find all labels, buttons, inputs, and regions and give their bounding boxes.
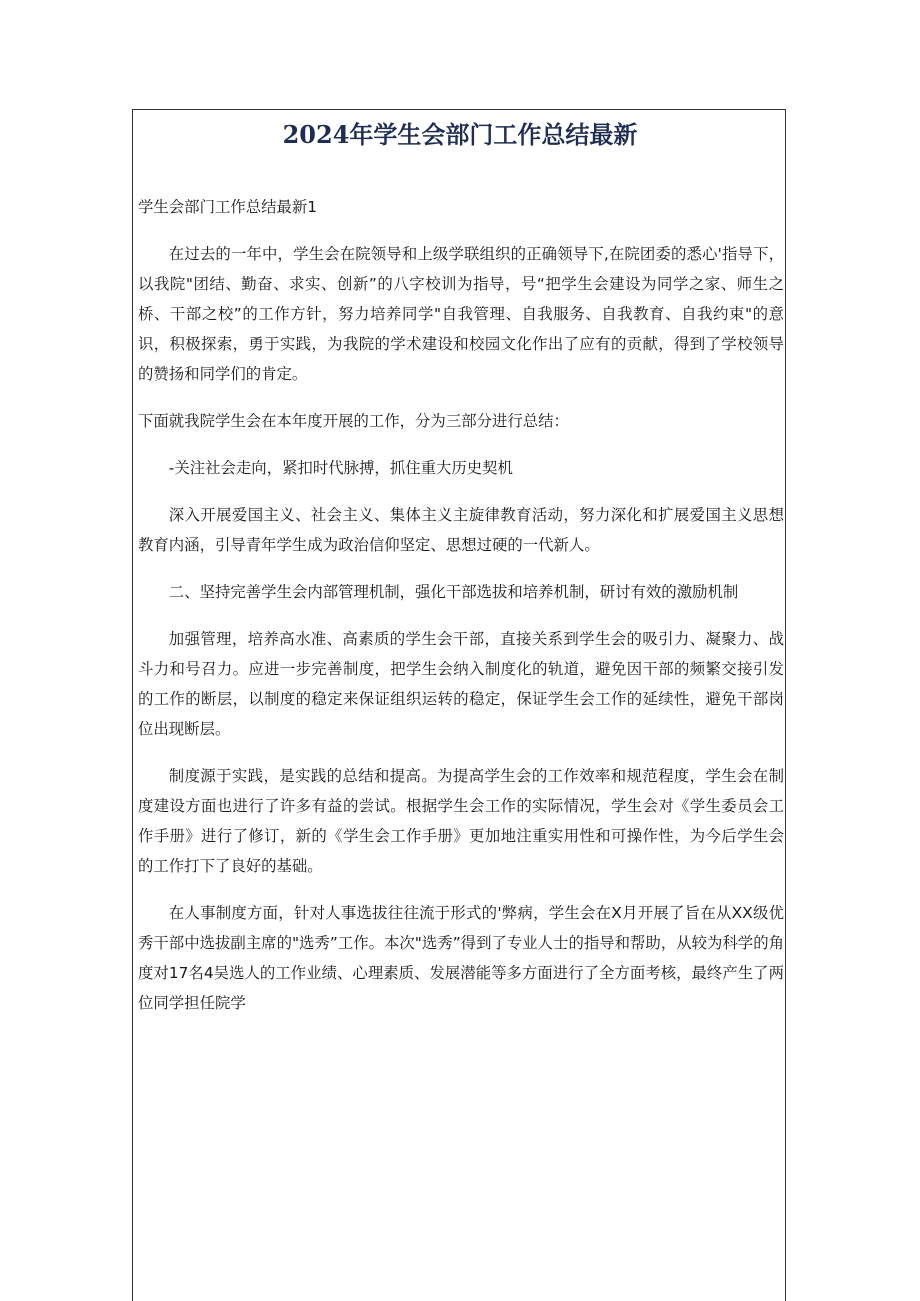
paragraph: 在过去的一年中，学生会在院领导和上级学联组织的正确领导下,在院团委的悉心'指导下，以我院"团结、勤奋、求实、创新”的八字校训为指导，号“把学生会建设为同学之家、师生之桥、干部之校”的工作方针，努力培养同学"自我管理、自我服务、自我教育、自我约束"的意识，积极探索，勇于实践，为我院的学术建设和校园文化作出了应有的贡献，得到了学校领导的赞扬和同学们的肯定。 [138, 245, 784, 383]
paragraph: 加强管理，培养高水准、高素质的学生会干部，直接关系到学生会的吸引力、凝聚力、战斗力和号召力。应进一步完善制度，把学生会纳入制度化的轨道，避免因干部的频繁交接引发的工作的断层，以制度的稳定来保证组织运转的稳定，保证学生会工作的延续性，避免干部岗位出现断层。 [138, 630, 784, 738]
paragraph: 制度源于实践，是实践的总结和提高。为提高学生会的工作效率和规范程度，学生会在制度建设方面也进行了许多有益的尝试。根据学生会工作的实际情况，学生会对《学生委员会工作手册》进行了修订，新的《学生会工作手册》更加地注重实用性和可操作性，为今后学生会的工作打下了良好的基础。 [138, 767, 784, 875]
paragraph: 下面就我院学生会在本年度开展的工作，分为三部分进行总结： [138, 412, 569, 430]
document-title: 2024年学生会部门工作总结最新 [282, 120, 638, 149]
paragraph: -关注社会走向，紧扣时代脉搏，抓住重大历史契机 [168, 459, 513, 477]
paragraph: 二、坚持完善学生会内部管理机制，强化干部选拔和培养机制，研讨有效的激励机制 [168, 583, 739, 601]
paragraph: 在人事制度方面，针对人事选拔往往流于形式的'弊病，学生会在X月开展了旨在从XX级优秀干部中选拔副主席的"选秀”工作。本次"选秀”得到了专业人士的指导和帮助，从较为科学的角度对17名4吴选人的工作业绩、心理素质、发展潜能等多方面进行了全方面考核，最终产生了两位同学担任院学 [138, 904, 784, 1012]
paragraph: 学生会部门工作总结最新1 [138, 198, 318, 216]
paragraph: 深入开展爱国主义、社会主义、集体主义主旋律教育活动，努力深化和扩展爱国主义思想教育内涵，引导青年学生成为政治信仰坚定、思想过硬的一代新人。 [138, 506, 784, 554]
document-body [138, 192, 784, 1035]
